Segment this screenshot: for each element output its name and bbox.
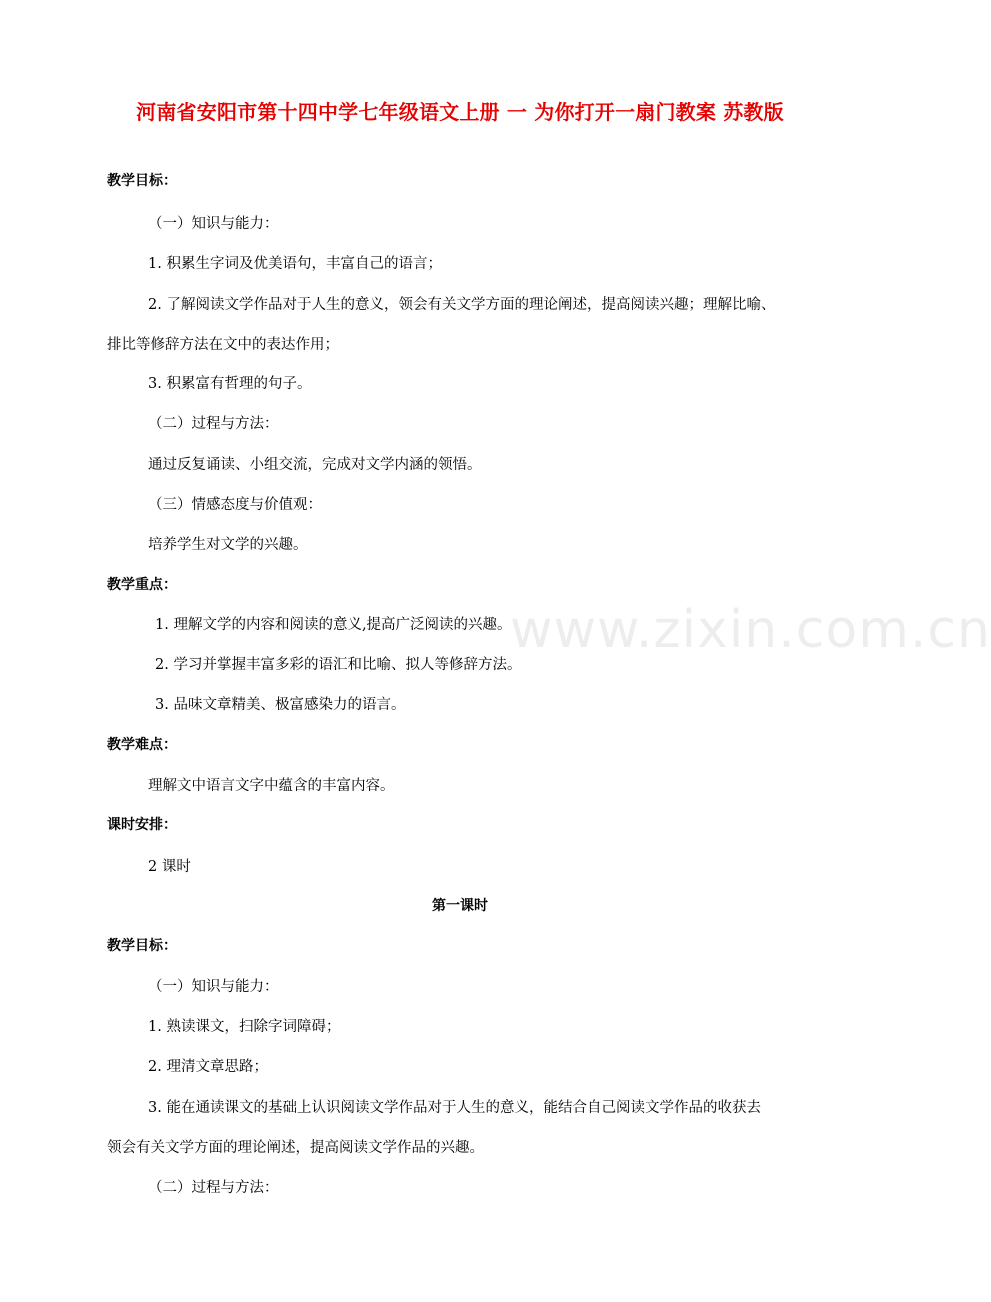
schedule-text: 2 课时: [148, 859, 191, 875]
teaching-goals-heading: 教学目标：: [107, 173, 177, 189]
goal-item-3: 3. 积累富有哲理的句子。: [148, 376, 312, 392]
lesson-1-knowledge-subheading: （一）知识与能力：: [148, 979, 279, 995]
focus-item-2: 2. 学习并掌握丰富多彩的语汇和比喻、拟人等修辞方法。: [155, 657, 522, 673]
focus-item-1: 1. 理解文学的内容和阅读的意义,提高广泛阅读的兴趣。: [155, 617, 512, 633]
schedule-heading: 课时安排：: [107, 817, 177, 833]
attitude-values-text: 培养学生对文学的兴趣。: [148, 537, 308, 553]
attitude-values-subheading: （三）情感态度与价值观：: [148, 497, 322, 513]
lesson-1-item-3-line-1: 3. 能在通读课文的基础上认识阅读文学作品对于人生的意义，能结合自己阅读文学作品的收获去: [148, 1100, 761, 1116]
teaching-focus-heading: 教学重点：: [107, 577, 177, 593]
goal-item-2-line-1: 2. 了解阅读文学作品对于人生的意义，领会有关文学方面的理论阐述，提高阅读兴趣；理解比喻、: [148, 297, 776, 313]
goal-item-2-line-2: 排比等修辞方法在文中的表达作用；: [107, 337, 339, 353]
process-method-subheading: （二）过程与方法：: [148, 416, 279, 432]
goal-item-1: 1. 积累生字词及优美语句，丰富自己的语言；: [148, 256, 442, 272]
lesson-1-heading: 第一课时: [432, 898, 488, 914]
focus-item-3: 3. 品味文章精美、极富感染力的语言。: [155, 697, 406, 713]
document-title: 河南省安阳市第十四中学七年级语文上册 一 为你打开一扇门教案 苏教版: [136, 100, 784, 124]
watermark: www.zixin.com.cn: [510, 600, 991, 660]
lesson-1-goals-heading: 教学目标：: [107, 938, 177, 954]
difficulty-text: 理解文中语言文字中蕴含的丰富内容。: [148, 778, 395, 794]
teaching-difficulty-heading: 教学难点：: [107, 737, 177, 753]
lesson-1-item-3-line-2: 领会有关文学方面的理论阐述，提高阅读文学作品的兴趣。: [107, 1140, 484, 1156]
lesson-1-process-subheading: （二）过程与方法：: [148, 1180, 279, 1196]
lesson-1-item-2: 2. 理清文章思路；: [148, 1059, 268, 1075]
lesson-1-item-1: 1. 熟读课文，扫除字词障碍；: [148, 1019, 341, 1035]
knowledge-ability-subheading: （一）知识与能力：: [148, 216, 279, 232]
process-method-text: 通过反复诵读、小组交流，完成对文学内涵的领悟。: [148, 457, 482, 473]
